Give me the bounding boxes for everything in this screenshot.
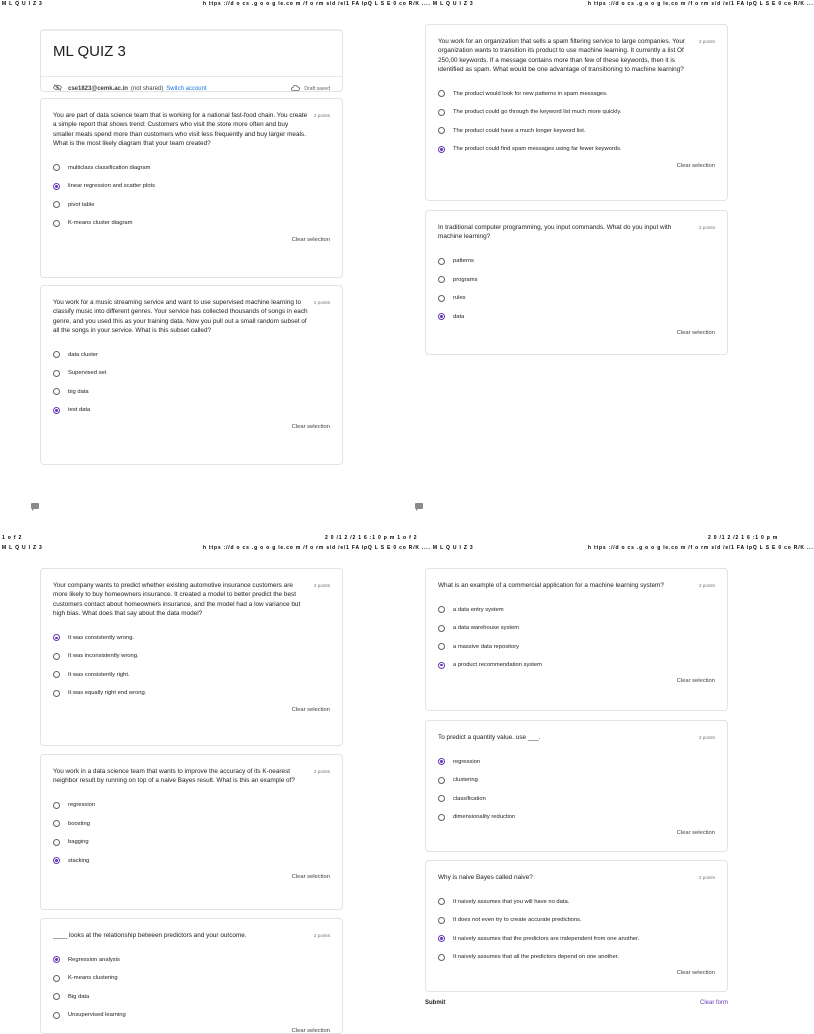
options-group [438, 252, 715, 326]
option-label: It was equally right end wrong. [68, 690, 147, 697]
option-label: clustering [453, 777, 478, 784]
option-label: dimensionality reduction [453, 814, 516, 821]
feedback-icon[interactable] [31, 503, 39, 509]
question-points: 2 points [313, 769, 330, 774]
radio-button[interactable] [438, 295, 445, 302]
option-label: test data [68, 407, 91, 414]
question-points: 2 points [698, 39, 715, 44]
option-label: linear regression and scatter plots [68, 183, 155, 190]
radio-button[interactable] [53, 183, 60, 190]
option-label: regression [453, 758, 481, 765]
print-header-url: h ttps ://d o cs .g o o g le.co m /f o rm s/d /e/1 FA IpQ L S E 0 co R/K .... M L Q U I Z 3 [203, 1, 474, 7]
clear-form-button[interactable]: Clear form [699, 1000, 728, 1006]
option-row[interactable] [53, 346, 330, 365]
option-row[interactable] [53, 950, 330, 969]
option-label: It does not even try to create accurate predictions. [453, 917, 582, 924]
clear-selection-button[interactable]: Clear selection [676, 678, 715, 685]
option-row[interactable] [438, 656, 715, 675]
option-label: multiclass classification diagram [68, 164, 151, 171]
clear-selection-button[interactable]: Clear selection [676, 830, 715, 837]
option-row[interactable] [53, 629, 330, 648]
radio-button[interactable] [438, 954, 445, 961]
question-text: ____ looks at the relationship between predictors and your outcome. [53, 932, 247, 939]
question-points: 2 points [698, 225, 715, 230]
radio-button[interactable] [438, 313, 445, 320]
radio-button[interactable] [53, 220, 60, 227]
draft-status [291, 85, 330, 93]
option-label: It naively assumes that you will have no data. [453, 898, 570, 905]
option-label: a product recommendation system [453, 662, 542, 669]
option-label: stacking [68, 857, 90, 864]
option-label: It was consistently wrong. [68, 634, 135, 641]
option-label: big data [68, 388, 89, 395]
option-label: Big data [68, 993, 90, 1000]
question-header [53, 931, 330, 940]
option-row[interactable] [53, 796, 330, 815]
option-row[interactable] [438, 289, 715, 308]
option-label: pivot table [68, 201, 95, 208]
option-row[interactable] [53, 1006, 330, 1025]
option-row[interactable] [53, 159, 330, 178]
option-row[interactable] [438, 948, 715, 967]
account-row [41, 76, 342, 93]
option-label: K-means clustering [68, 975, 118, 982]
radio-button[interactable] [53, 407, 60, 414]
question-header [53, 298, 330, 336]
radio-button[interactable] [53, 820, 60, 827]
radio-button[interactable] [438, 643, 445, 650]
radio-button[interactable] [438, 898, 445, 905]
option-row[interactable] [438, 307, 715, 326]
question-text: Your company wants to predict whether existing automotive insurance customers are more likely to buy homeowners insurance. It created a model to better predict the best customers contact about homeowners insurance, and the model had a low variance but high bias. What does that say about the data model? [53, 582, 301, 618]
option-row[interactable] [438, 929, 715, 948]
form-title: ML QUIZ 3 [53, 43, 126, 60]
question-text: In traditional computer programming, you input commands. What do you input with machine learning? [438, 224, 672, 241]
option-row[interactable] [438, 637, 715, 656]
question-text: What is an example of a commercial application for a machine learning system? [438, 582, 664, 589]
options-group [53, 159, 330, 233]
radio-button[interactable] [53, 690, 60, 697]
cloud-icon [291, 85, 300, 93]
radio-button[interactable] [438, 935, 445, 942]
option-label: It was inconsistently wrong. [68, 653, 139, 660]
question-card [40, 568, 343, 746]
option-label: The product could go through the keyword list much more quickly. [453, 109, 622, 116]
question-header [438, 733, 715, 742]
option-label: data [453, 313, 465, 320]
radio-button[interactable] [53, 839, 60, 846]
options-group [53, 796, 330, 870]
question-text: You are part of data science team that is working for a national fast-food chain. You create a simple report that shows trend: Customers who visit the store more often and buy smaller meals spend more than customers who visit less frequently and buy larger meals. What is the most likely diagram that your team created? [53, 112, 308, 148]
option-row[interactable] [53, 214, 330, 233]
radio-button[interactable] [53, 1012, 60, 1019]
question-text: You work in a data science team that wants to improve the accuracy of its K-nearest neighbor result by running on top of a naive Bayes result. What is this an example of? [53, 768, 295, 785]
question-points: 2 points [313, 300, 330, 305]
option-row[interactable] [438, 771, 715, 790]
option-row[interactable] [438, 619, 715, 638]
options-group [53, 950, 330, 1024]
option-row[interactable] [438, 808, 715, 827]
radio-button[interactable] [438, 917, 445, 924]
option-label: K-means cluster diagram [68, 220, 133, 227]
option-label: Unsupervised learning [68, 1012, 126, 1019]
radio-button[interactable] [53, 653, 60, 660]
option-label: a massive data repository [453, 643, 520, 650]
clear-selection-button[interactable]: Clear selection [291, 873, 330, 880]
question-header [53, 111, 330, 149]
question-header [53, 767, 330, 786]
question-header [53, 581, 330, 619]
clear-selection-button[interactable]: Clear selection [291, 706, 330, 713]
not-shared-label: (not shared) [130, 85, 164, 92]
option-label: programs [453, 276, 478, 283]
radio-button[interactable] [53, 351, 60, 358]
option-row[interactable] [438, 270, 715, 289]
radio-button[interactable] [438, 90, 445, 97]
question-text: Why is naive Bayes called naive? [438, 874, 533, 881]
option-row[interactable] [53, 177, 330, 196]
option-row[interactable] [53, 833, 330, 852]
option-row[interactable] [438, 600, 715, 619]
radio-button[interactable] [438, 758, 445, 765]
radio-button[interactable] [53, 975, 60, 982]
option-row[interactable] [53, 647, 330, 666]
radio-button[interactable] [53, 857, 60, 864]
radio-button[interactable] [438, 814, 445, 821]
option-label: Regression analysis [68, 956, 120, 963]
option-label: Supervised set [68, 370, 107, 377]
option-row[interactable] [438, 911, 715, 930]
option-label: The product would look for new patterns in spam messages. [453, 90, 608, 97]
print-header-title: M L Q U I Z 3 [2, 545, 43, 551]
question-points: 2 points [313, 933, 330, 938]
question-points: 2 points [698, 583, 715, 588]
option-label: classification [453, 795, 486, 802]
question-card [425, 24, 728, 201]
option-row[interactable] [438, 140, 715, 159]
clear-selection-button[interactable]: Clear selection [291, 1028, 330, 1034]
radio-button[interactable] [438, 662, 445, 669]
option-row[interactable] [438, 252, 715, 271]
option-row[interactable] [53, 969, 330, 988]
option-label: The product could have a much longer keyword list. [453, 127, 586, 134]
print-header-url: h ttps ://d o cs .g o o g le.co m /f o rm s/d /e/1 FA IpQ L S E 0 co R/K .... M L Q U I Z 3 [203, 545, 474, 551]
clear-selection-button[interactable]: Clear selection [291, 423, 330, 430]
option-row[interactable] [53, 364, 330, 383]
option-label: It naively assumes that all the predictors depend on one another. [453, 954, 619, 961]
options-group [438, 752, 715, 826]
form-header-card [40, 29, 343, 92]
option-row[interactable] [438, 789, 715, 808]
question-card [425, 860, 728, 992]
option-row[interactable] [53, 684, 330, 703]
draft-saved-label: Draft saved [304, 85, 330, 92]
option-row[interactable] [438, 85, 715, 104]
option-row[interactable] [53, 666, 330, 685]
options-group [53, 346, 330, 420]
option-row[interactable] [53, 851, 330, 870]
question-text: You work for a music streaming service and want to use supervised machine learning to classify music into different genres. Your service has collected thousands of songs in each genre, and you used this as your training data. Now you pull out a small random subset of all the songs in your service. What is this subset called? [53, 299, 308, 335]
question-header [438, 223, 715, 242]
question-points: 2 points [313, 583, 330, 588]
option-label: regression [68, 802, 96, 809]
radio-button[interactable] [438, 109, 445, 116]
radio-button[interactable] [53, 164, 60, 171]
radio-button[interactable] [53, 388, 60, 395]
option-label: bagging [68, 839, 89, 846]
question-points: 2 points [313, 113, 330, 118]
feedback-icon[interactable] [415, 503, 423, 509]
radio-button[interactable] [53, 671, 60, 678]
option-label: It naively assumes that the predictors are independent from one another. [453, 935, 640, 942]
question-card [40, 754, 343, 910]
option-row[interactable] [438, 103, 715, 122]
question-card [40, 98, 343, 278]
radio-button[interactable] [53, 956, 60, 963]
radio-button[interactable] [438, 795, 445, 802]
radio-button[interactable] [438, 777, 445, 784]
eye-off-icon [53, 84, 62, 93]
question-points: 2 points [698, 875, 715, 880]
option-label: The product could find spam messages using far fewer keywords. [453, 146, 622, 153]
radio-button[interactable] [438, 127, 445, 134]
switch-account-link[interactable]: Switch account [166, 85, 207, 92]
options-group [438, 892, 715, 966]
radio-button[interactable] [438, 146, 445, 153]
radio-button[interactable] [53, 370, 60, 377]
question-text: To predict a quantity value. use ___. [438, 734, 541, 741]
question-points: 2 points [698, 735, 715, 740]
question-card [425, 568, 728, 711]
options-group [438, 85, 715, 159]
radio-button[interactable] [438, 258, 445, 265]
option-label: boosting [68, 820, 90, 827]
radio-button[interactable] [438, 276, 445, 283]
option-label: patterns [453, 258, 474, 265]
option-row[interactable] [53, 814, 330, 833]
question-header [438, 37, 715, 75]
option-row[interactable] [53, 401, 330, 420]
submit-button[interactable]: Submit [425, 1000, 446, 1006]
radio-button[interactable] [438, 606, 445, 613]
option-row[interactable] [438, 122, 715, 141]
radio-button[interactable] [53, 201, 60, 208]
option-row[interactable] [438, 892, 715, 911]
question-card [425, 720, 728, 852]
radio-button[interactable] [438, 625, 445, 632]
question-card [40, 918, 343, 1034]
clear-selection-button[interactable]: Clear selection [676, 162, 715, 169]
radio-button[interactable] [53, 634, 60, 641]
print-timestamp-right: 2 0 /1 2 /2 1 6 :1 0 p m [708, 535, 779, 541]
question-header [438, 873, 715, 882]
print-page-number: 1 o f 2 [2, 535, 23, 541]
option-row[interactable] [53, 383, 330, 402]
question-card [40, 285, 343, 465]
clear-selection-button[interactable]: Clear selection [676, 329, 715, 336]
radio-button[interactable] [53, 993, 60, 1000]
option-label: It was consistently right. [68, 671, 130, 678]
options-group [438, 600, 715, 674]
option-label: rules [453, 295, 466, 302]
options-group [53, 629, 330, 703]
print-header-url-right: h ttps ://d o cs .g o o g le.co m /f o rm s/d /e/1 FA IpQ L S E 0 co R/K ... [588, 1, 814, 7]
option-label: a data warehouse system [453, 625, 520, 632]
option-row[interactable] [53, 196, 330, 215]
print-header-url-right: h ttps ://d o cs .g o o g le.co m /f o rm s/d /e/1 FA IpQ L S E 0 co R/K ... [588, 545, 814, 551]
question-header [438, 581, 715, 590]
option-label: data cluster [68, 351, 98, 358]
form-footer [425, 1000, 728, 1006]
account-email: cse1823@cemk.ac.in [68, 85, 128, 92]
clear-selection-button[interactable]: Clear selection [291, 236, 330, 243]
question-text: You work for an organization that sells a spam filtering service to large companies. Your organization wants to transition its product to use machine learning. It currently a list Of 250,00 keywords. If a message contains more than few of these keywords, then it is identified as spam. What would be one advantage of transitioning to machine learning? [438, 38, 686, 74]
clear-selection-button[interactable]: Clear selection [676, 970, 715, 977]
option-row[interactable] [438, 752, 715, 771]
print-timestamp: 2 0 /1 2 /2 1 6 :1 0 p m 1 o f 2 [325, 535, 418, 541]
option-row[interactable] [53, 987, 330, 1006]
radio-button[interactable] [53, 802, 60, 809]
question-card [425, 210, 728, 355]
print-header-title: M L Q U I Z 3 [2, 1, 43, 7]
option-label: a data entry system [453, 606, 504, 613]
